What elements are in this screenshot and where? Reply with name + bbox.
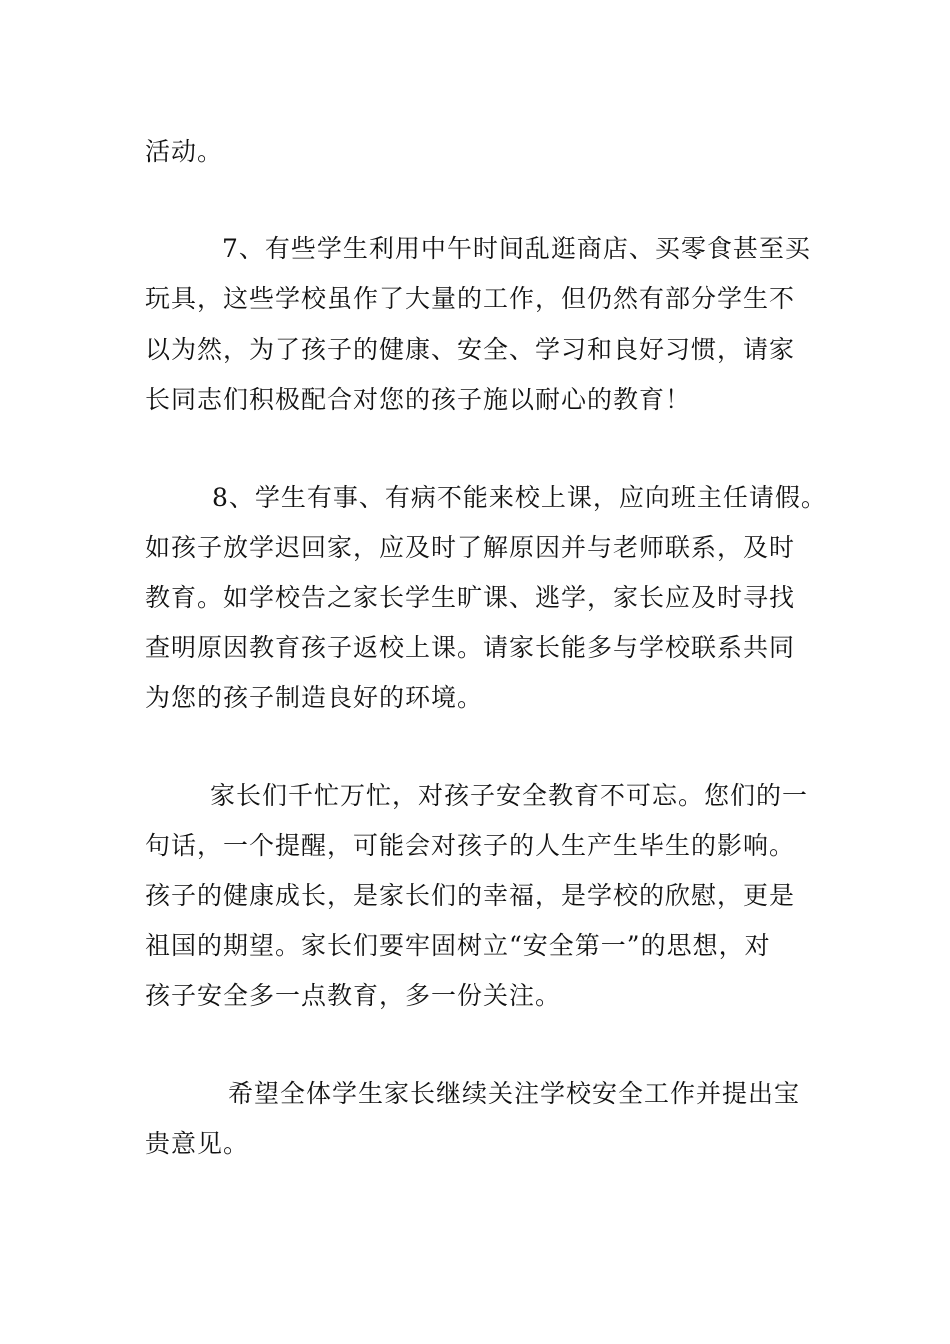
text-line: 教育。如学校告之家长学生旷课、逃学，家长应及时寻找 xyxy=(145,583,796,612)
text-line: 7、有些学生利用中午时间乱逛商店、买零食甚至买 xyxy=(222,234,811,263)
text-line: 查明原因教育孩子返校上课。请家长能多与学校联系共同 xyxy=(145,633,796,662)
text-line: 句话，一个提醒，可能会对孩子的人生产生毕生的影响。 xyxy=(145,831,796,860)
text-line: 活动。 xyxy=(145,137,224,166)
text-line: 以为然，为了孩子的健康、安全、学习和良好习惯，请家 xyxy=(145,335,796,364)
text-line: 玩具，这些学校虽作了大量的工作，但仍然有部分学生不 xyxy=(145,284,796,313)
text-line: 孩子的健康成长，是家长们的幸福，是学校的欣慰，更是 xyxy=(145,881,796,910)
text-line: 家长们千忙万忙，对孩子安全教育不可忘。您们的一 xyxy=(210,781,809,810)
text-line: 孩子安全多一点教育，多一份关注。 xyxy=(145,981,562,1010)
text-line: 为您的孩子制造良好的环境。 xyxy=(145,683,484,712)
text-line: 如孩子放学迟回家，应及时了解原因并与老师联系，及时 xyxy=(145,533,796,562)
text-line: 长同志们积极配合对您的孩子施以耐心的教育！ xyxy=(145,385,692,414)
text-line: 8、学生有事、有病不能来校上课，应向班主任请假。 xyxy=(212,483,827,512)
text-line: 希望全体学生家长继续关注学校安全工作并提出宝 xyxy=(228,1079,801,1108)
text-line: 贵意见。 xyxy=(145,1129,250,1158)
text-line: 祖国的期望。家长们要牢固树立“安全第一”的思想，对 xyxy=(145,931,771,960)
